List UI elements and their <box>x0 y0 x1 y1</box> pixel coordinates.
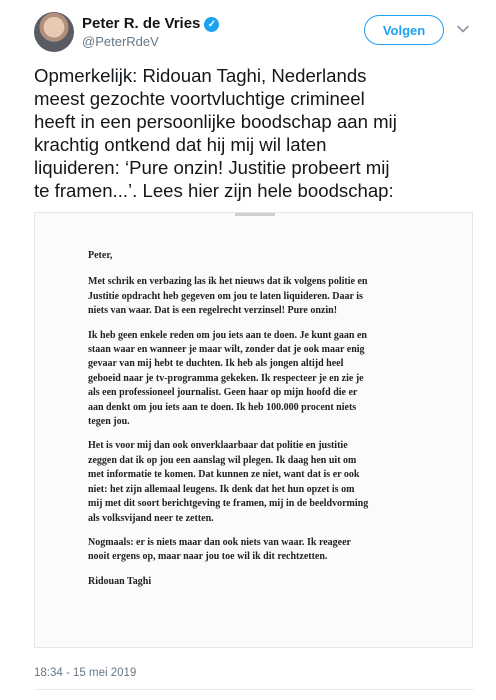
tweet-timestamp[interactable]: 18:34 - 15 mei 2019 <box>34 667 137 679</box>
letter-greeting: Peter, <box>88 250 113 261</box>
author-name[interactable] <box>82 15 219 32</box>
chevron-down-icon[interactable] <box>456 22 470 36</box>
follow-button[interactable]: Volgen <box>364 15 444 45</box>
author-name-text[interactable]: Peter R. de Vries <box>82 15 201 32</box>
letter-paragraph <box>88 536 426 565</box>
letter-line: zeggen dat ik op jou een aanslag wil plegen. Ik daag hen uit om <box>88 454 357 466</box>
letter-paragraph <box>88 275 426 318</box>
letter-line: geboeid naar je tv-programma gekeken. Ik respecteer je en zie je <box>88 372 364 384</box>
letter-line: Ik heb geen enkele reden om jou iets aan te doen. Je kunt gaan en <box>88 329 367 341</box>
letter-line: niets van waar. Dat is een regelrecht verzinsel! Pure onzin! <box>88 305 338 317</box>
letter-line: mij met dit soort berichtgeving te framen, mij in de beeldvorming <box>88 498 369 510</box>
tweet-line: meest gezochte voortvluchtige crimineel <box>34 88 365 109</box>
verified-badge-icon: ✓ <box>204 17 219 32</box>
author-handle[interactable]: @PeterRdeV <box>82 34 159 49</box>
tweet-line: krachtig ontkend dat hij mij wil laten <box>34 134 327 155</box>
letter-signature: Ridouan Taghi <box>88 575 152 587</box>
letter-line: Het is voor mij dan ook onverklaarbaar dat politie en justitie <box>88 440 348 452</box>
letter-line: Nogmaals: er is niets maar dan ook niets van waar. Ik reageer <box>88 536 351 548</box>
letter-line: aan denkt om jou iets aan te doen. Ik heb 100.000 procent niets <box>88 401 357 413</box>
letter-line: tegen jou. <box>88 416 130 428</box>
letter-line: staan waar en wanneer je maar wilt, zonder dat je ook maar enig <box>88 344 365 356</box>
page-edge-mark <box>235 213 275 216</box>
letter-line: als volksvijand neer te zetten. <box>88 512 214 524</box>
letter-line: als een professioneel journalist. Geen haar op mijn hoofd die er <box>88 387 358 399</box>
letter-line: met informatie te komen. Dat kunnen ze niet, want dat is er ook <box>88 469 360 481</box>
divider <box>34 689 474 690</box>
tweet-line: liquideren: ‘Pure onzin! Justitie probeert mij <box>34 157 390 178</box>
avatar[interactable] <box>34 12 74 52</box>
tweet-text <box>34 64 474 202</box>
letter-line: nooit ergens op, maar naar jou toe wil ik dit rechtzetten. <box>88 551 328 563</box>
letter-paragraph <box>88 329 426 430</box>
letter-line: Met schrik en verbazing las ik het nieuws dat ik volgens politie en <box>88 276 368 288</box>
letter-text <box>88 249 426 599</box>
tweet-header <box>0 0 496 60</box>
tweet-line: te framen...’. Lees hier zijn hele boodschap: <box>34 180 394 201</box>
letter-paragraph <box>88 439 426 525</box>
tweet-line: heeft in een persoonlijke boodschap aan mij <box>34 111 397 132</box>
letter-line: niet: het zijn allemaal leugens. Ik denk dat het hun opzet is om <box>88 483 355 495</box>
tweet-line: Opmerkelijk: Ridouan Taghi, Nederlands <box>34 65 367 86</box>
letter-line: gevaar van mij hebt te duchten. Ik heb als jongen altijd heel <box>88 358 344 370</box>
letter-image[interactable] <box>34 212 473 648</box>
letter-line: Justitie opdracht heb gegeven om jou te laten liquideren. Daar is <box>88 290 363 302</box>
